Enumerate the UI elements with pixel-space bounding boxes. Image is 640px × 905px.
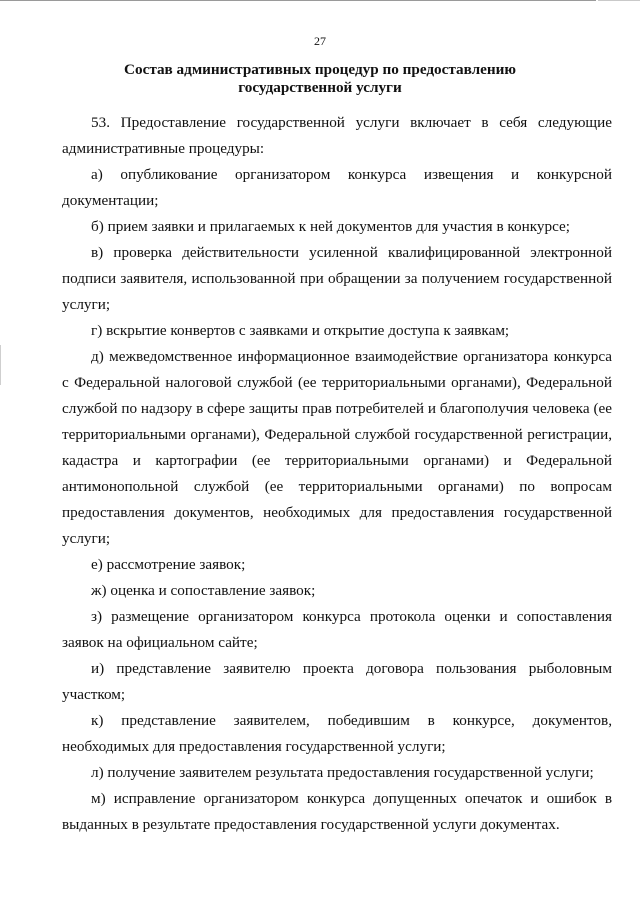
paragraph-53: 53. Предоставление государственной услуги включает в себя следующие административные процедуры: xyxy=(62,114,612,157)
section-title-line-2: государственной услуги xyxy=(238,79,402,96)
list-item-d: д) межведомственное информационное взаимодействие организатора конкурса с Федеральной налоговой службой (ее территориальными органами), Федеральной службой по надзору в сфере защиты прав потребителей и благополучия человека (ее территориальными органами), Федеральной службой государственной регистрации, кадастра и картографии (ее территориальными органами) и Федеральной антимонопольной службой (ее территориальными органами) по вопросам предоставления документов, необходимых для предоставления государственной услуги; xyxy=(62,348,612,547)
list-item-l: л) получение заявителем результата предоставления государственной услуги; xyxy=(91,764,594,781)
scan-edge-line xyxy=(0,0,596,1)
list-item-m: м) исправление организатором конкурса допущенных опечаток и ошибок в выданных в результате предоставления государственной услуги документах. xyxy=(62,790,612,833)
section-title xyxy=(90,61,550,97)
list-item-e: е) рассмотрение заявок; xyxy=(91,556,246,573)
list-item-v: в) проверка действительности усиленной квалифицированной электронной подписи заявителя, использованной при обращении за получением государственной услуги; xyxy=(62,244,612,313)
list-item-k: к) представление заявителем, победившим в конкурсе, документов, необходимых для предоставления государственной услуги; xyxy=(62,712,612,755)
page-number: 27 xyxy=(314,34,326,48)
scan-edge-line-right xyxy=(598,0,640,1)
list-item-g: г) вскрытие конвертов с заявками и открытие доступа к заявкам; xyxy=(91,322,510,339)
scan-margin-mark xyxy=(0,345,1,385)
section-title-line-1: Состав административных процедур по предоставлению xyxy=(124,61,516,78)
list-item-z: з) размещение организатором конкурса протокола оценки и сопоставления заявок на официальном сайте; xyxy=(62,608,612,651)
list-item-i: и) представление заявителю проекта договора пользования рыболовным участком; xyxy=(62,660,612,703)
list-item-b: б) прием заявки и прилагаемых к ней документов для участия в конкурсе; xyxy=(91,218,570,235)
list-item-zh: ж) оценка и сопоставление заявок; xyxy=(91,582,316,599)
document-body xyxy=(62,110,612,838)
list-item-a: а) опубликование организатором конкурса извещения и конкурсной документации; xyxy=(62,166,612,209)
